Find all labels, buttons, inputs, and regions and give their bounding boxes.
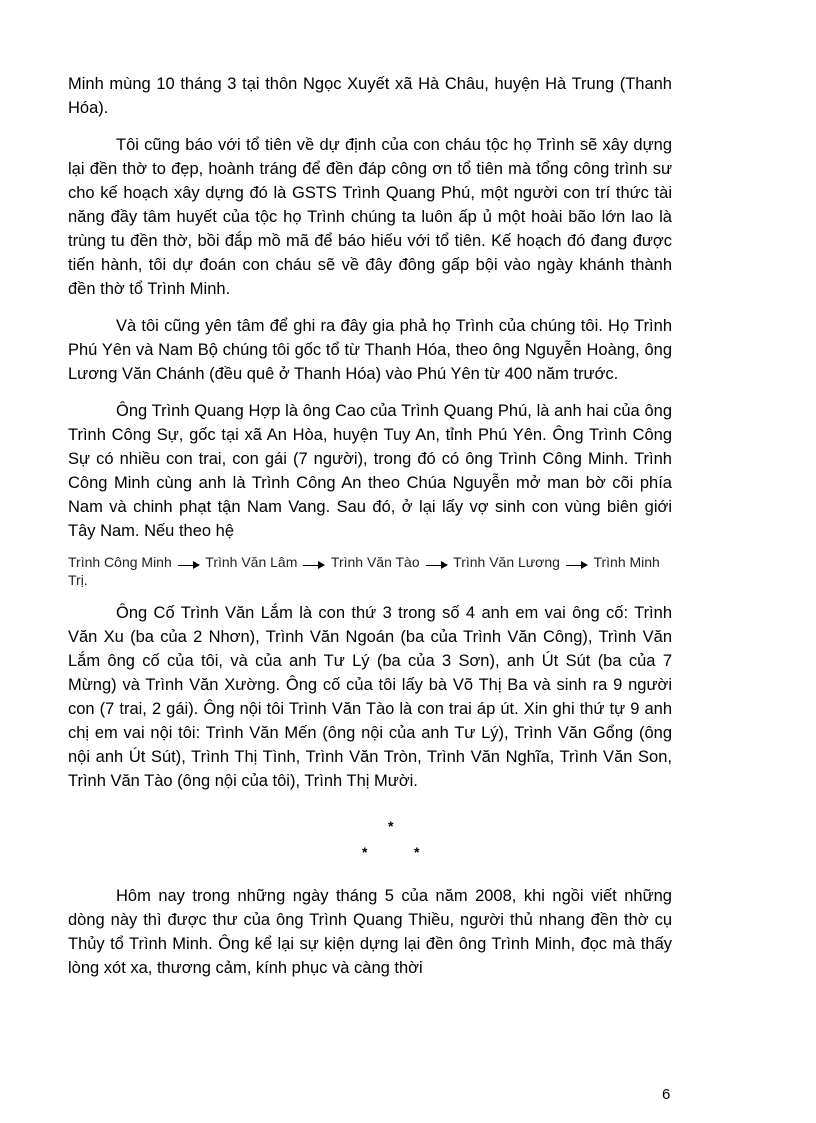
lineage-name-4: Trình Văn Lương bbox=[453, 554, 560, 570]
arrow-right-icon bbox=[566, 557, 588, 567]
paragraph-5: Ông Cố Trình Văn Lắm là con thứ 3 trong số 4 anh em vai ông cố: Trình Văn Xu (ba của 2 Nhơn), Trình Văn Ngoán (ba của Trình Văn Công), Trình Văn Lắm ông cố của tôi, và của anh Tư Lý (ba của 3 Sơn), anh Út Sút (ba của 7 Mừng) và Trình Văn Xường. Ông cố của tôi lấy bà Võ Thị Ba và sinh ra 9 người con (7 trai, 2 gái). Ông nội tôi Trình Văn Tào là con trai áp út. Xin ghi thứ tự 9 anh chị em vai nội tôi: Trình Văn Mến (ông nội của anh Tư Lý), Trình Văn Gổng (ông nội anh Út Sút), Trình Thị Tình, Trình Văn Tròn, Trình Văn Nghĩa, Trình Văn Son, Trình Văn Tào (ông nội của tôi), Trình Thị Mười. bbox=[68, 604, 672, 790]
separator-star: * bbox=[414, 844, 420, 860]
lineage-name-3: Trình Văn Tào bbox=[330, 554, 420, 570]
arrow-right-icon bbox=[178, 557, 200, 567]
separator-star: * bbox=[388, 818, 394, 834]
document-body bbox=[68, 72, 672, 993]
paragraph-1: Minh mùng 10 tháng 3 tại thôn Ngọc Xuyết xã Hà Châu, huyện Hà Trung (Thanh Hóa). bbox=[68, 75, 672, 117]
section-separator bbox=[68, 806, 672, 876]
paragraph-3: Và tôi cũng yên tâm để ghi ra đây gia phả họ Trình của chúng tôi. Họ Trình Phú Yên và Nam Bộ chúng tôi gốc tổ từ Thanh Hóa, theo ông Nguyễn Hoàng, ông Lương Văn Chánh (đều quê ở Thanh Hóa) vào Phú Yên từ 400 năm trước. bbox=[68, 317, 672, 383]
arrow-right-icon bbox=[303, 557, 325, 567]
arrow-right-icon bbox=[426, 557, 448, 567]
paragraph-4: Ông Trình Quang Hợp là ông Cao của Trình Quang Phú, là anh hai của ông Trình Công Sự, gốc tại xã An Hòa, huyện Tuy An, tỉnh Phú Yên. Ông Trình Công Sự có nhiều con trai, con gái (7 người), trong đó có ông Trình Công Minh. Trình Công Minh cùng anh là Trình Công An theo Chúa Nguyễn mở man bờ cõi phía Nam và chinh phạt tận Nam Vang. Sau đó, ở lại lấy vợ sinh con vùng biên giới Tây Nam. Nếu theo hệ bbox=[68, 402, 672, 540]
lineage-name-2: Trình Văn Lâm bbox=[205, 554, 298, 570]
lineage-name-1: Trình Công Minh bbox=[68, 554, 172, 570]
lineage-chain bbox=[68, 553, 672, 589]
paragraph-2: Tôi cũng báo với tổ tiên về dự định của con cháu tộc họ Trình sẽ xây dựng lại đền thờ to đẹp, hoành tráng để đền đáp công ơn tổ tiên mà tổng công trình sư cho kế hoạch xây dựng đó là GSTS Trình Quang Phú, một người con trí thức tài năng đầy tâm huyết của tộc họ Trình chúng ta luôn ấp ủ một hoài bão lớn lao là trùng tu đền thờ, bồi đắp mồ mã để báo hiếu với tổ tiên. Kế hoạch đó đang được tiến hành, tôi dự đoán con cháu sẽ về đây đông gấp bội vào ngày khánh thành đền thờ tổ Trình Minh. bbox=[68, 136, 672, 298]
paragraph-6: Hôm nay trong những ngày tháng 5 của năm 2008, khi ngồi viết những dòng này thì được thư của ông Trình Quang Thiều, người thủ nhang đền thờ cụ Thủy tổ Trình Minh. Ông kể lại sự kiện dựng lại đền ông Trình Minh, đọc mà thấy lòng xót xa, thương cảm, kính phục và càng thời bbox=[68, 887, 672, 977]
page-number: 6 bbox=[662, 1086, 671, 1103]
lineage-name-5: Trình Minh Trị. bbox=[68, 554, 660, 588]
separator-star: * bbox=[362, 844, 368, 860]
